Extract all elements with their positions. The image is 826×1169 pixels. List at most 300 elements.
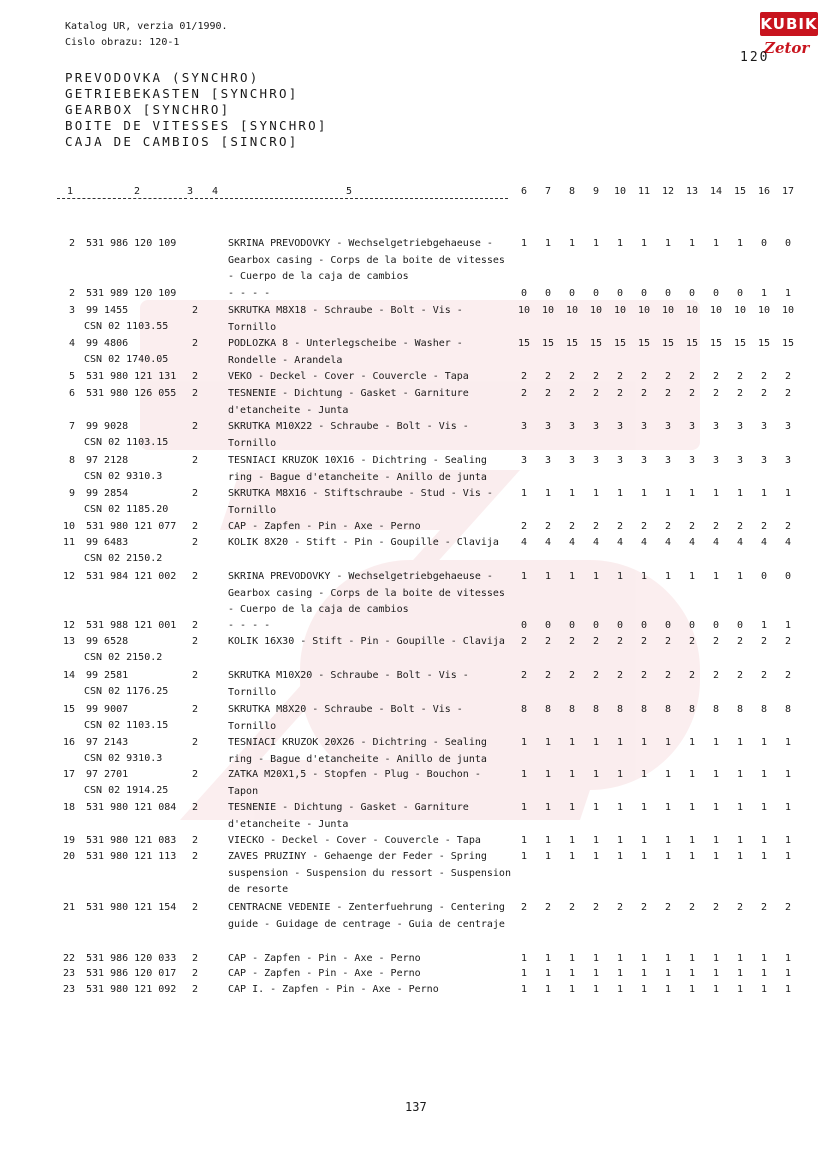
model-quantity: 10: [709, 305, 723, 316]
model-quantity: 2: [568, 521, 576, 532]
model-quantity: 2: [712, 902, 720, 913]
model-quantity: 10: [757, 305, 771, 316]
model-quantity: 0: [520, 288, 528, 299]
part-number: 99 6528: [86, 636, 129, 647]
model-quantity: 4: [616, 537, 624, 548]
model-quantity: 2: [760, 521, 768, 532]
model-quantity: 1: [616, 238, 624, 249]
model-quantity: 1: [640, 851, 648, 862]
model-quantity: 4: [592, 537, 600, 548]
model-quantity: 1: [664, 953, 672, 964]
model-quantity: 8: [784, 704, 792, 715]
part-description: TESNENIE - Dichtung - Gasket - Garniture d'etancheite - Junta: [228, 802, 469, 830]
model-quantity: 1: [688, 835, 696, 846]
model-quantity: 2: [736, 388, 744, 399]
part-number: 99 4806: [86, 338, 129, 349]
model-quantity: 2: [760, 670, 768, 681]
csn-standard: CSN 02 1103.15: [84, 437, 169, 448]
model-quantity: 2: [784, 371, 792, 382]
model-quantity: 1: [784, 968, 792, 979]
model-quantity: 2: [592, 371, 600, 382]
position-number: 12: [62, 620, 75, 631]
quantity-code: 2: [192, 521, 199, 532]
part-number: 99 9028: [86, 421, 129, 432]
model-quantity: 2: [760, 636, 768, 647]
model-quantity: 0: [640, 288, 648, 299]
model-quantity: 1: [592, 835, 600, 846]
model-quantity: 15: [661, 338, 675, 349]
model-quantity: 15: [541, 338, 555, 349]
part-description: ZAVES PRUZINY - Gehaenge der Feder - Spring suspension - Suspension du ressort - Suspension de resorte: [228, 851, 511, 895]
model-quantity: 1: [688, 802, 696, 813]
title-sk: PREVODOVKA (SYNCHRO): [65, 70, 260, 85]
model-quantity: 1: [712, 488, 720, 499]
model-quantity: 15: [565, 338, 579, 349]
model-quantity: 1: [712, 984, 720, 995]
part-description: VEKO - Deckel - Cover - Couvercle - Tapa: [228, 371, 469, 382]
model-quantity: 0: [760, 238, 768, 249]
part-description: SKRUTKA M10X20 - Schraube - Bolt - Vis - Tornillo: [228, 670, 469, 698]
model-quantity: 1: [592, 769, 600, 780]
quantity-code: 2: [192, 537, 199, 548]
model-quantity: 1: [568, 571, 576, 582]
model-quantity: 1: [640, 488, 648, 499]
model-quantity: 1: [640, 571, 648, 582]
model-quantity: 0: [544, 288, 552, 299]
model-quantity: 8: [688, 704, 696, 715]
quantity-code: 2: [192, 670, 199, 681]
model-quantity: 2: [784, 670, 792, 681]
model-quantity: 1: [664, 571, 672, 582]
quantity-code: 2: [192, 455, 199, 466]
csn-standard: CSN 02 1914.25: [84, 785, 169, 796]
part-number: 531 980 121 131: [86, 371, 177, 382]
model-quantity: 1: [784, 288, 792, 299]
part-number: 531 980 121 113: [86, 851, 177, 862]
part-number: 531 989 120 109: [86, 288, 177, 299]
model-quantity: 0: [784, 571, 792, 582]
model-quantity: 8: [760, 704, 768, 715]
model-quantity: 1: [544, 737, 552, 748]
model-quantity: 3: [760, 455, 768, 466]
model-quantity: 2: [640, 902, 648, 913]
part-number: 531 986 120 033: [86, 953, 177, 964]
model-quantity: 4: [784, 537, 792, 548]
model-quantity: 2: [712, 636, 720, 647]
image-number: Cislo obrazu: 120-1: [65, 37, 180, 48]
model-quantity: 4: [640, 537, 648, 548]
col-head-9: 9: [592, 186, 600, 197]
model-quantity: 1: [616, 851, 624, 862]
position-number: 4: [68, 338, 75, 349]
model-quantity: 4: [760, 537, 768, 548]
logo-zetor-text: Zetor: [764, 39, 810, 57]
model-quantity: 8: [712, 704, 720, 715]
quantity-code: 2: [192, 835, 199, 846]
model-quantity: 2: [592, 636, 600, 647]
part-description: SKRUTKA M8X18 - Schraube - Bolt - Vis - Tornillo: [228, 305, 463, 333]
model-quantity: 1: [712, 802, 720, 813]
model-quantity: 3: [616, 421, 624, 432]
model-quantity: 1: [640, 968, 648, 979]
model-quantity: 2: [664, 902, 672, 913]
model-quantity: 2: [568, 636, 576, 647]
model-quantity: 3: [664, 421, 672, 432]
model-quantity: 2: [544, 521, 552, 532]
csn-standard: CSN 02 9310.3: [84, 753, 163, 764]
part-number: 97 2128: [86, 455, 129, 466]
model-quantity: 2: [760, 371, 768, 382]
model-quantity: 8: [592, 704, 600, 715]
part-number: 531 980 121 084: [86, 802, 177, 813]
col-head-5: 5: [346, 186, 353, 197]
position-number: 21: [62, 902, 75, 913]
position-number: 15: [62, 704, 75, 715]
model-quantity: 1: [568, 802, 576, 813]
model-quantity: 3: [688, 455, 696, 466]
title-de: GETRIEBEKASTEN [SYNCHRO]: [65, 86, 299, 101]
model-quantity: 2: [688, 670, 696, 681]
model-quantity: 1: [568, 835, 576, 846]
part-description: TESNENIE - Dichtung - Gasket - Garniture d'etancheite - Junta: [228, 388, 469, 416]
position-number: 20: [62, 851, 75, 862]
model-quantity: 1: [688, 984, 696, 995]
model-quantity: 1: [568, 984, 576, 995]
quantity-code: 2: [192, 388, 199, 399]
model-quantity: 1: [736, 953, 744, 964]
model-quantity: 0: [736, 288, 744, 299]
model-quantity: 3: [688, 421, 696, 432]
model-quantity: 10: [613, 305, 627, 316]
model-quantity: 1: [760, 737, 768, 748]
model-quantity: 1: [664, 488, 672, 499]
model-quantity: 10: [565, 305, 579, 316]
model-quantity: 3: [712, 455, 720, 466]
model-quantity: 15: [685, 338, 699, 349]
part-number: 531 980 126 055: [86, 388, 177, 399]
model-quantity: 2: [520, 670, 528, 681]
model-quantity: 1: [712, 238, 720, 249]
model-quantity: 2: [616, 636, 624, 647]
model-quantity: 1: [784, 737, 792, 748]
model-quantity: 3: [544, 421, 552, 432]
model-quantity: 2: [736, 636, 744, 647]
model-quantity: 3: [736, 455, 744, 466]
model-quantity: 1: [544, 968, 552, 979]
model-quantity: 1: [544, 488, 552, 499]
col-head-11: 11: [637, 186, 651, 197]
model-quantity: 2: [592, 388, 600, 399]
col-head-13: 13: [685, 186, 699, 197]
model-quantity: 2: [712, 670, 720, 681]
model-quantity: 8: [520, 704, 528, 715]
model-quantity: 1: [616, 571, 624, 582]
model-quantity: 1: [592, 737, 600, 748]
model-quantity: 1: [520, 802, 528, 813]
model-quantity: 1: [544, 953, 552, 964]
position-number: 2: [68, 288, 75, 299]
part-description: - - - -: [228, 288, 271, 299]
model-quantity: 1: [712, 953, 720, 964]
col-head-1: 1: [67, 186, 74, 197]
part-number: 531 980 121 092: [86, 984, 177, 995]
model-quantity: 8: [664, 704, 672, 715]
model-quantity: 1: [760, 488, 768, 499]
model-quantity: 1: [568, 851, 576, 862]
col-head-10: 10: [613, 186, 627, 197]
model-quantity: 3: [664, 455, 672, 466]
model-quantity: 2: [616, 521, 624, 532]
model-quantity: 1: [736, 984, 744, 995]
model-quantity: 1: [544, 802, 552, 813]
model-quantity: 1: [520, 968, 528, 979]
model-quantity: 1: [568, 488, 576, 499]
model-quantity: 10: [637, 305, 651, 316]
model-quantity: 2: [688, 521, 696, 532]
model-quantity: 2: [544, 670, 552, 681]
part-number: 531 986 120 017: [86, 968, 177, 979]
part-number: 99 6483: [86, 537, 129, 548]
model-quantity: 2: [568, 902, 576, 913]
position-number: 6: [68, 388, 75, 399]
model-quantity: 0: [688, 620, 696, 631]
model-quantity: 1: [592, 571, 600, 582]
part-description: SKRINA PREVODOVKY - Wechselgetriebgehaeuse - Gearbox casing - Corps de la boite de vitesses - Cuerpo de la caja de cambios: [228, 571, 505, 615]
model-quantity: 15: [757, 338, 771, 349]
model-quantity: 1: [640, 835, 648, 846]
title-en: GEARBOX [SYNCHRO]: [65, 102, 231, 117]
quantity-code: 2: [192, 636, 199, 647]
model-quantity: 1: [664, 769, 672, 780]
header-rule: [57, 198, 187, 199]
model-quantity: 1: [712, 737, 720, 748]
part-number: 531 986 120 109: [86, 238, 177, 249]
model-quantity: 1: [544, 571, 552, 582]
model-quantity: 2: [520, 902, 528, 913]
position-number: 23: [62, 984, 75, 995]
model-quantity: 1: [712, 835, 720, 846]
csn-standard: CSN 02 2150.2: [84, 553, 163, 564]
model-quantity: 1: [616, 835, 624, 846]
model-quantity: 4: [544, 537, 552, 548]
model-quantity: 1: [592, 984, 600, 995]
position-number: 9: [68, 488, 75, 499]
model-quantity: 2: [712, 388, 720, 399]
model-quantity: 1: [568, 968, 576, 979]
model-quantity: 10: [781, 305, 795, 316]
model-quantity: 1: [616, 984, 624, 995]
part-description: SKRUTKA M8X20 - Schraube - Bolt - Vis - Tornillo: [228, 704, 463, 732]
model-quantity: 1: [784, 769, 792, 780]
part-number: 531 980 121 083: [86, 835, 177, 846]
model-quantity: 1: [760, 968, 768, 979]
position-number: 16: [62, 737, 75, 748]
model-quantity: 2: [712, 521, 720, 532]
model-quantity: 1: [520, 488, 528, 499]
part-description: KOLIK 8X20 - Stift - Pin - Goupille - Clavija: [228, 537, 499, 548]
model-quantity: 3: [616, 455, 624, 466]
model-quantity: 1: [736, 835, 744, 846]
part-number: 97 2701: [86, 769, 129, 780]
page-number: 137: [405, 1100, 427, 1114]
part-description: TESNIACI KRUZOK 10X16 - Dichtring - Sealing ring - Bague d'etancheite - Anillo de junta: [228, 455, 487, 483]
position-number: 23: [62, 968, 75, 979]
model-quantity: 4: [568, 537, 576, 548]
col-head-12: 12: [661, 186, 675, 197]
position-number: 18: [62, 802, 75, 813]
part-number: 531 980 121 077: [86, 521, 177, 532]
model-quantity: 1: [736, 851, 744, 862]
header-rule: [190, 198, 508, 199]
csn-standard: CSN 02 1103.15: [84, 720, 169, 731]
quantity-code: 2: [192, 737, 199, 748]
model-quantity: 15: [709, 338, 723, 349]
model-quantity: 2: [760, 902, 768, 913]
position-number: 19: [62, 835, 75, 846]
part-number: 99 9007: [86, 704, 129, 715]
model-quantity: 0: [592, 288, 600, 299]
model-quantity: 1: [784, 984, 792, 995]
model-quantity: 1: [568, 238, 576, 249]
model-quantity: 1: [544, 984, 552, 995]
csn-standard: CSN 02 1740.05: [84, 354, 169, 365]
position-number: 22: [62, 953, 75, 964]
position-number: 14: [62, 670, 75, 681]
model-quantity: 1: [784, 835, 792, 846]
model-quantity: 1: [592, 488, 600, 499]
model-quantity: 2: [760, 388, 768, 399]
model-quantity: 2: [544, 636, 552, 647]
position-number: 2: [68, 238, 75, 249]
model-quantity: 0: [712, 288, 720, 299]
model-quantity: 2: [640, 521, 648, 532]
position-number: 10: [62, 521, 75, 532]
part-description: CAP I. - Zapfen - Pin - Axe - Perno: [228, 984, 439, 995]
col-head-16: 16: [757, 186, 771, 197]
model-quantity: 10: [685, 305, 699, 316]
model-quantity: 15: [613, 338, 627, 349]
model-quantity: 2: [664, 670, 672, 681]
model-quantity: 1: [544, 238, 552, 249]
model-quantity: 1: [520, 953, 528, 964]
model-quantity: 8: [736, 704, 744, 715]
model-quantity: 1: [688, 238, 696, 249]
model-quantity: 3: [640, 421, 648, 432]
model-quantity: 2: [736, 521, 744, 532]
model-quantity: 1: [616, 953, 624, 964]
model-quantity: 0: [592, 620, 600, 631]
model-quantity: 15: [517, 338, 531, 349]
model-quantity: 1: [760, 953, 768, 964]
model-quantity: 3: [568, 455, 576, 466]
col-head-15: 15: [733, 186, 747, 197]
model-quantity: 0: [712, 620, 720, 631]
position-number: 5: [68, 371, 75, 382]
part-description: CENTRACNE VEDENIE - Zenterfuehrung - Centering guide - Guidage de centrage - Guia de centraje: [228, 902, 505, 930]
model-quantity: 1: [760, 802, 768, 813]
model-quantity: 2: [568, 670, 576, 681]
model-quantity: 3: [712, 421, 720, 432]
model-quantity: 1: [544, 769, 552, 780]
title-es: CAJA DE CAMBIOS [SINCRO]: [65, 134, 299, 149]
logo-kubik-text: KUBIK: [760, 12, 818, 36]
col-head-6: 6: [520, 186, 528, 197]
model-quantity: 2: [616, 371, 624, 382]
model-quantity: 1: [616, 737, 624, 748]
csn-standard: CSN 02 9310.3: [84, 471, 163, 482]
model-quantity: 2: [544, 902, 552, 913]
model-quantity: 1: [544, 835, 552, 846]
model-quantity: 1: [640, 984, 648, 995]
quantity-code: 2: [192, 421, 199, 432]
model-quantity: 2: [544, 371, 552, 382]
model-quantity: 1: [688, 851, 696, 862]
model-quantity: 2: [688, 388, 696, 399]
model-quantity: 1: [520, 571, 528, 582]
model-quantity: 1: [592, 953, 600, 964]
col-head-7: 7: [544, 186, 552, 197]
model-quantity: 1: [616, 968, 624, 979]
model-quantity: 1: [664, 851, 672, 862]
csn-standard: CSN 02 2150.2: [84, 652, 163, 663]
model-quantity: 8: [568, 704, 576, 715]
model-quantity: 8: [640, 704, 648, 715]
model-quantity: 1: [616, 802, 624, 813]
model-quantity: 1: [688, 968, 696, 979]
model-quantity: 2: [568, 388, 576, 399]
model-quantity: 1: [520, 851, 528, 862]
model-quantity: 1: [760, 620, 768, 631]
model-quantity: 1: [760, 835, 768, 846]
model-quantity: 1: [664, 835, 672, 846]
model-quantity: 2: [520, 371, 528, 382]
model-quantity: 2: [640, 371, 648, 382]
part-description: CAP - Zapfen - Pin - Axe - Perno: [228, 968, 421, 979]
part-description: TESNIACI KRUZOK 20X26 - Dichtring - Sealing ring - Bague d'etancheite - Anillo de junta: [228, 737, 487, 765]
model-quantity: 1: [592, 851, 600, 862]
model-quantity: 1: [688, 737, 696, 748]
model-quantity: 1: [688, 953, 696, 964]
part-number: 531 984 121 002: [86, 571, 177, 582]
model-quantity: 4: [712, 537, 720, 548]
model-quantity: 8: [544, 704, 552, 715]
model-quantity: 1: [736, 571, 744, 582]
model-quantity: 1: [688, 488, 696, 499]
part-number: 99 1455: [86, 305, 129, 316]
model-quantity: 3: [784, 421, 792, 432]
model-quantity: 0: [616, 620, 624, 631]
part-description: CAP - Zapfen - Pin - Axe - Perno: [228, 521, 421, 532]
model-quantity: 1: [544, 851, 552, 862]
model-quantity: 1: [520, 835, 528, 846]
position-number: 17: [62, 769, 75, 780]
model-quantity: 3: [520, 455, 528, 466]
model-quantity: 2: [736, 670, 744, 681]
part-number: 531 988 121 001: [86, 620, 177, 631]
model-quantity: 3: [760, 421, 768, 432]
model-quantity: 10: [661, 305, 675, 316]
part-description: CAP - Zapfen - Pin - Axe - Perno: [228, 953, 421, 964]
col-head-14: 14: [709, 186, 723, 197]
model-quantity: 3: [784, 455, 792, 466]
model-quantity: 2: [712, 371, 720, 382]
model-quantity: 1: [568, 953, 576, 964]
model-quantity: 1: [520, 769, 528, 780]
part-description: PODLOZKA 8 - Unterlegscheibe - Washer - Rondelle - Arandela: [228, 338, 463, 366]
model-quantity: 0: [568, 288, 576, 299]
model-quantity: 0: [640, 620, 648, 631]
model-quantity: 1: [712, 571, 720, 582]
